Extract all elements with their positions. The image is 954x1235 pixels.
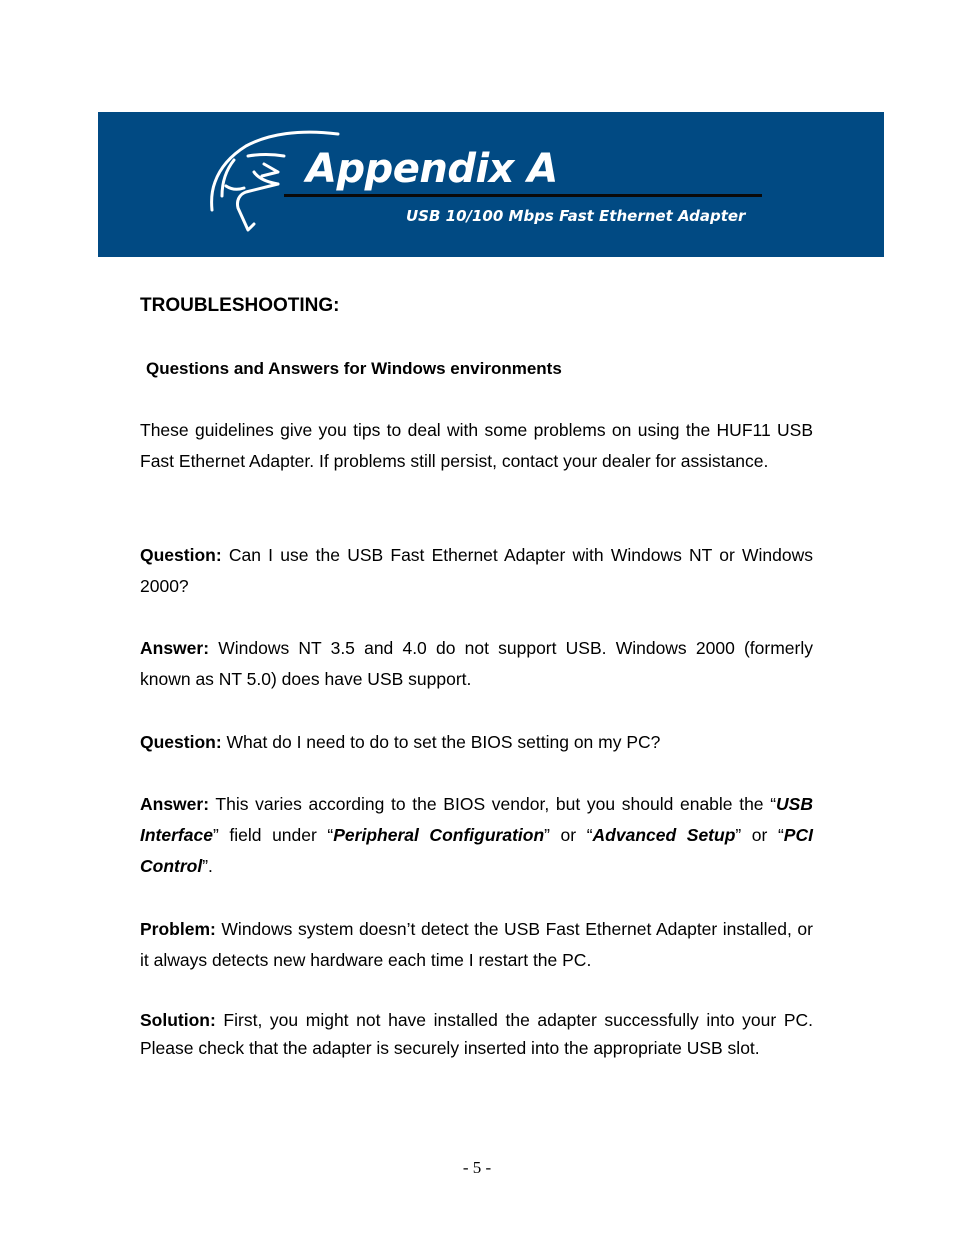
title-rule — [284, 194, 762, 197]
answer-label: Answer: — [140, 638, 210, 658]
answer-text: ” or “ — [735, 825, 784, 845]
intro-paragraph: These guidelines give you tips to deal with some problems on using the HUF11 USB Fast Ethernet Adapter. If problems still persist, contact your dealer for assistance. — [140, 420, 813, 471]
answer-2 — [140, 789, 813, 882]
question-text: What do I need to do to set the BIOS setting on my PC? — [221, 732, 661, 752]
answer-text: ”. — [202, 856, 213, 876]
answer-1 — [140, 633, 813, 695]
question-label: Question: — [140, 732, 222, 752]
term-advanced-setup: Advanced Setup — [592, 825, 736, 845]
answer-label: Answer: — [140, 794, 210, 814]
problem-1 — [140, 914, 813, 976]
term-peripheral-configuration: Peripheral Configuration — [333, 825, 545, 845]
product-subtitle: USB 10/100 Mbps Fast Ethernet Adapter — [406, 207, 746, 225]
solution-text: First, you might not have installed the adapter successfully into your PC. Please check that the adapter is securely inserted into the appropriate USB slot. — [140, 1010, 813, 1058]
problem-text: Windows system doesn’t detect the USB Fast Ethernet Adapter installed, or it always detects new hardware each time I restart the PC. — [140, 919, 813, 970]
question-2 — [140, 727, 813, 758]
question-label: Question: — [140, 545, 222, 565]
answer-text: ” or “ — [544, 825, 593, 845]
section-heading: TROUBLESHOOTING: — [140, 295, 340, 316]
problem-label: Problem: — [140, 919, 216, 939]
page-number: - 5 - — [462, 1158, 492, 1177]
answer-text: Windows NT 3.5 and 4.0 do not support USB. Windows 2000 (formerly known as NT 5.0) does have USB support. — [140, 638, 813, 689]
term-pci-control: PCI Control — [140, 825, 813, 876]
section-subheading: Questions and Answers for Windows environments — [146, 359, 562, 378]
solution-1 — [140, 1006, 813, 1062]
answer-text: This varies according to the BIOS vendor, but you should enable the “ — [209, 794, 777, 814]
header-banner — [98, 112, 884, 257]
solution-label: Solution: — [140, 1010, 216, 1030]
appendix-title: Appendix A — [306, 146, 558, 192]
term-usb-interface: USB Interface — [140, 794, 813, 845]
question-text: Can I use the USB Fast Ethernet Adapter with Windows NT or Windows 2000? — [140, 545, 813, 596]
answer-text: ” field under “ — [212, 825, 334, 845]
question-1 — [140, 540, 813, 602]
